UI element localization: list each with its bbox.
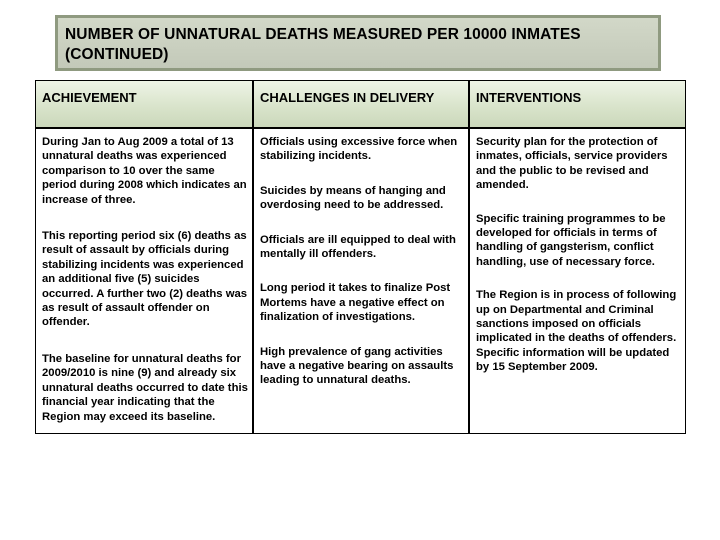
achievement-paragraph: The baseline for unnatural deaths for 2009/2010 is nine (9) and already six unnatural deaths occurred to date this financial year indicating that the Region may exceed its baseline. bbox=[42, 352, 248, 423]
intervention-paragraph: Security plan for the protection of inmates, officials, service providers and the public to be revised and amended. bbox=[476, 136, 668, 192]
achievement-paragraph: This reporting period six (6) deaths as result of assault by officials during stabilizing incidents was experienced an additional five (5) suicides occurred. A further two (2) deaths was as result of assault offender on offender. bbox=[42, 230, 248, 329]
challenges-cell bbox=[254, 129, 468, 433]
data-table bbox=[35, 80, 686, 434]
title-banner bbox=[55, 15, 661, 71]
header-interventions: INTERVENTIONS bbox=[470, 81, 685, 127]
achievement-cell bbox=[36, 129, 252, 433]
achievement-paragraph: During Jan to Aug 2009 a total of 13 unnatural deaths was experienced comparison to 10 over the same period during 2008 which indicates an increase of three. bbox=[42, 136, 247, 206]
challenge-paragraph: Officials are ill equipped to deal with mentally ill offenders. bbox=[260, 233, 456, 261]
intervention-paragraph: Specific training programmes to be developed for officials in terms of handling of gangsterism, conflict handling, use of necessary force. bbox=[476, 212, 666, 268]
intervention-paragraph: The Region is in process of following up on Departmental and Criminal sanctions imposed on officials implicated in the deaths of offenders. Specific information will be updated by 15 September 2009. bbox=[476, 289, 677, 374]
challenge-paragraph: High prevalence of gang activities have a negative bearing on assaults leading to unnatural deaths. bbox=[260, 345, 454, 387]
challenge-paragraph: Suicides by means of hanging and overdosing need to be addressed. bbox=[260, 184, 446, 212]
challenge-paragraph: Long period it takes to finalize Post Mortems have a negative effect on finalization of investigations. bbox=[260, 282, 451, 324]
interventions-cell bbox=[470, 129, 685, 433]
page-title: NUMBER OF UNNATURAL DEATHS MEASURED PER 10000 INMATES (CONTINUED) bbox=[65, 26, 581, 63]
header-achievement: ACHIEVEMENT bbox=[36, 81, 252, 127]
header-challenges: CHALLENGES IN DELIVERY bbox=[254, 81, 468, 127]
challenge-paragraph: Officials using excessive force when stabilizing incidents. bbox=[260, 136, 458, 163]
